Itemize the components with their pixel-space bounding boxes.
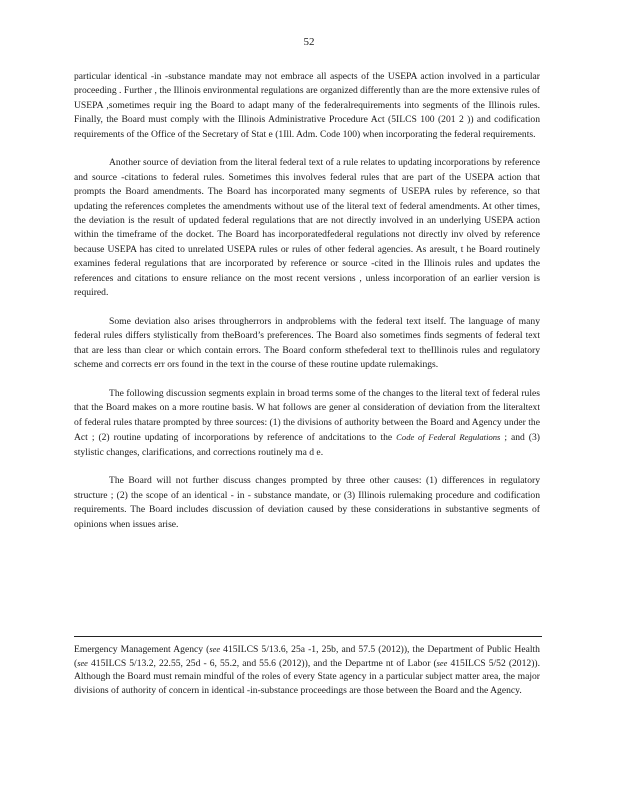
paragraph-4 bbox=[74, 387, 540, 460]
footnote bbox=[74, 643, 540, 698]
footnote-divider bbox=[74, 636, 542, 637]
cfr-citation: Code of Federal Regulations bbox=[396, 432, 501, 443]
footnote-text-2: 415ILCS 5/13.6, 25a -1, 25b, and 57.5 (2012)), the Department of Public Health ( bbox=[74, 644, 540, 669]
paragraph-4-text-before: The following discussion segments explain in broad terms some of the changes to the literal text of federal rules that the Board makes on a more routine basis. W hat follows are gener al consideration of deviation from the literaltext of federal rules thatare prompted by three sources: (1) the divisions of authority between the Board and Agency under the Act ; (2) routine updating of incorporations by reference of andcitations to the bbox=[74, 387, 540, 444]
paragraph-3: Some deviation also arises througherrors in andproblems with the federal text itself. The language of many federal rules differs stylistically from theBoard’s preferences. The Board also sometimes finds segments of federal text that are less than clear or which contain errors. The Board conform sthefederal text to theIllinois rules and regulatory scheme and corrects err ors found in the text in the course of these routine update rulemakings. bbox=[74, 315, 540, 371]
paragraph-5: The Board will not further discuss changes prompted by three other causes: (1) differences in regulatory structure ; (2) the scope of an identical - in - substance mandate, or (3) Illinois rulemaking procedure and codification requirements. The Board includes discussion of deviation caused by these considerations in substantive segments of opinions when issues arise. bbox=[74, 475, 540, 530]
footnote-see-2: see bbox=[77, 658, 88, 668]
footnote-text-4: 415ILCS 5/52 (2012)). Although the Board must remain mindful of the roles of every State agency in a particular subject matter area, the major divisions of authority of concern in identical -in-substance proceedings are those between the Board and the Agency. bbox=[74, 657, 540, 697]
footnote-text-3: 415ILCS 5/13.2, 22.55, 25d - 6, 55.2, and 55.6 (2012)), and the Departme nt of Labor ( bbox=[90, 657, 437, 669]
paragraph-1: particular identical -in -substance mandate may not embrace all aspects of the USEPA action involved in a particular proceeding . Further , the Illinois environmental regulations are organized differently than are the more extensive rules of USEPA ,sometimes requir ing the Board to adapt many of the federalrequirements into segments of the Illinois rules. Finally, the Board must comply with the Illinois Administrative Procedure Act (5ILCS 100 (201 2 )) and codification requirements of the Office of the Secretary of Stat e (1Ill. Adm. Code 100) when incorporating the federal requirements. bbox=[74, 71, 540, 140]
footnote-text-1: Emergency Management Agency ( bbox=[74, 644, 210, 655]
body-text bbox=[74, 70, 540, 546]
page-number: 52 bbox=[303, 36, 315, 48]
footnote-see-3: see bbox=[436, 658, 448, 668]
footnote-see-1: see bbox=[209, 645, 221, 654]
paragraph-2: Another source of deviation from the literal federal text of a rule relates to updating incorporations by reference and source -citations to federal rules. Sometimes this involves federal rules that are part of the USEPA action that prompts the Board amendments. The Board has incorporated many segments of USEPA rules by reference, so that updating the references completes the amendments without use of the literal text of federal amendments. At other times, the deviation is the result of updated federal regulations that are not directly involved in an underlying USEPA action within the timeframe of the docket. The Board has incorporatedfederal regulations not directly inv olved by reference because USEPA has cited to unrelated USEPA rules or rules of other federal agencies. As aresult, t he Board routinely examines federal regulations that are incorporated by reference or source -cited in the Illinois rules and updates the references and citations to ensure reliance on the most recent versions , unless incorporation of an earlier version is required. bbox=[74, 157, 540, 299]
paragraph-4-text-after: ; and (3) stylistic changes, clarifications, and corrections routinely ma d e. bbox=[74, 432, 540, 458]
